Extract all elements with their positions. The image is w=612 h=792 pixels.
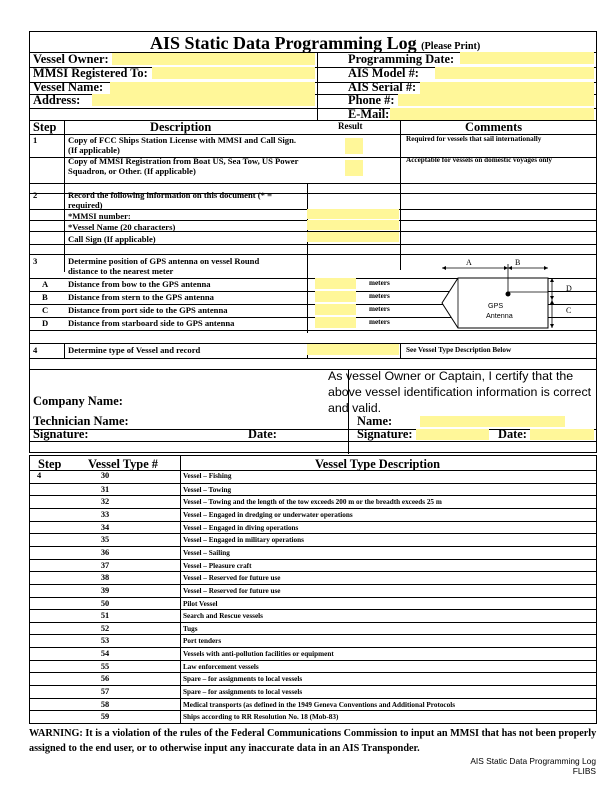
step-column-header: Step xyxy=(33,120,57,134)
vessel-type-description: Vessel – Towing xyxy=(183,485,232,494)
vessel-type-row xyxy=(30,533,596,546)
vessel-owner-label: Vessel Owner: xyxy=(33,52,109,66)
vessel-type-row xyxy=(30,521,596,534)
diagram-label-a: A xyxy=(466,258,472,267)
vessel-type-row xyxy=(30,685,596,698)
company-name-label: Company Name: xyxy=(33,394,123,408)
vessel-type-description: Spare – for assignments to local vessels xyxy=(183,688,303,697)
fcc-warning: WARNING: It is a violation of the rules of the Federal Communications Commission to input an MMSI that has not been properly assigned to the end user, or to otherwise input any inaccurate data in an AIS Transponder. xyxy=(29,728,597,754)
programming-date-field[interactable] xyxy=(460,52,594,64)
phone-label: Phone #: xyxy=(348,93,395,107)
vessel-type-description: Vessel – Engaged in dredging or underwater operations xyxy=(183,510,353,519)
diagram-label-c: C xyxy=(566,306,572,315)
row-a-unit: meters xyxy=(369,279,390,287)
vessel-type-row xyxy=(30,660,596,673)
vessel-type-row xyxy=(30,609,596,622)
vessel-type-number: 34 xyxy=(100,522,110,532)
row-c-letter: C xyxy=(42,305,49,315)
row-d-unit: meters xyxy=(369,318,390,326)
address-label: Address: xyxy=(33,93,81,107)
vessel-type-row xyxy=(30,571,596,584)
vessel-type-number: 38 xyxy=(100,573,110,583)
vessel-owner-field[interactable] xyxy=(112,53,315,65)
row-c-label: Distance from port side to the GPS antenna xyxy=(68,305,228,315)
row-b-letter: B xyxy=(42,292,48,302)
vessel-type-step-header: Step xyxy=(38,457,62,471)
comments-column-header: Comments xyxy=(465,120,523,134)
vessel-type-number: 54 xyxy=(100,649,110,659)
phone-field[interactable] xyxy=(398,94,594,106)
vessel-type-description: Vessel – Sailing xyxy=(183,548,230,557)
vessel-type-number: 31 xyxy=(100,484,110,494)
vessel-type-description: Law enforcement vessels xyxy=(183,662,259,671)
diagram-label-d: D xyxy=(566,284,572,293)
step-4-number: 4 xyxy=(33,345,38,355)
mmsi-number-field[interactable] xyxy=(307,209,399,219)
vessel-type-description: Vessel – Engaged in diving operations xyxy=(183,523,299,532)
step-1-fcc-comment: Required for vessels that sail internationally xyxy=(406,135,542,143)
row-a-label: Distance from bow to the GPS antenna xyxy=(68,279,211,289)
footer xyxy=(470,756,596,776)
email-label: E-Mail: xyxy=(348,107,390,121)
vessel-type-description: Vessel – Pleasure craft xyxy=(183,561,252,570)
vessel-name-20-field[interactable] xyxy=(307,220,399,230)
certify-signature-label: Signature: xyxy=(357,427,413,441)
vessel-type-number: 51 xyxy=(100,611,110,621)
signature-label: Signature: xyxy=(33,427,89,441)
vessel-type-row xyxy=(30,584,596,597)
page-title: AIS Static Data Programming Log (Please Print) xyxy=(150,33,481,53)
vessel-type-description: Vessel – Reserved for future use xyxy=(183,586,281,595)
vessel-type-description: Ships according to RR Resolution No. 18 (Mob-83) xyxy=(183,713,339,722)
vessel-type-number: 37 xyxy=(100,560,110,570)
vessel-type-number: 39 xyxy=(100,585,110,595)
row-c-unit: meters xyxy=(369,305,390,313)
vessel-type-number: 57 xyxy=(100,687,110,697)
row-d-label: Distance from starboard side to GPS antenna xyxy=(68,318,235,328)
vessel-type-description-header: Vessel Type Description xyxy=(315,457,441,471)
certify-date-field[interactable] xyxy=(530,429,594,440)
step-4-label: Determine type of Vessel and record xyxy=(68,345,201,355)
row-b-field[interactable] xyxy=(315,291,356,302)
row-b-label: Distance from stern to the GPS antenna xyxy=(68,292,214,302)
step-1-number: 1 xyxy=(33,135,38,145)
vessel-type-number: 50 xyxy=(100,598,110,608)
certify-date-label: Date: xyxy=(498,427,527,441)
vessel-type-table xyxy=(29,455,597,724)
step-1-fcc-license: Copy of FCC Ships Station License with MMSI and Call Sign. (If applicable) xyxy=(68,135,297,156)
vessel-name-20-label: *Vessel Name (20 characters) xyxy=(68,222,176,232)
vessel-type-number: 36 xyxy=(100,547,110,557)
vessel-type-number: 30 xyxy=(100,471,110,480)
result-column-header: Result xyxy=(338,121,363,131)
vessel-type-row xyxy=(30,597,596,610)
call-sign-label: Call Sign (If applicable) xyxy=(68,234,156,244)
row-a-field[interactable] xyxy=(315,278,356,289)
step-3-intro: Determine position of GPS antenna on vessel Round distance to the nearest meter xyxy=(68,256,260,277)
vessel-type-row xyxy=(30,546,596,559)
vessel-type-row xyxy=(30,495,596,508)
ais-serial-field[interactable] xyxy=(420,82,594,94)
certify-signature-field[interactable] xyxy=(416,429,489,440)
technician-name-label: Technician Name: xyxy=(33,414,129,428)
row-a-letter: A xyxy=(42,279,49,289)
row-c-field[interactable] xyxy=(315,304,356,315)
vessel-type-description: Medical transports (as defined in the 1949 Geneva Conventions and Additional Protocols xyxy=(183,700,456,709)
step-1-mmsi-result-box[interactable] xyxy=(345,160,363,176)
diagram-label-b: B xyxy=(515,258,521,267)
row-b-unit: meters xyxy=(369,292,390,300)
vessel-type-row xyxy=(30,710,596,723)
footer-title: AIS Static Data Programming Log xyxy=(470,756,596,766)
vessel-type-number: 32 xyxy=(100,497,110,507)
vessel-type-description: Vessel – Towing and the length of the tow exceeds 200 m or the breadth exceeds 25 m xyxy=(183,498,442,507)
vessel-type-description: Vessel – Fishing xyxy=(183,472,232,480)
row-d-letter: D xyxy=(42,318,49,328)
vessel-type-row xyxy=(30,508,596,521)
certification-statement: As vessel Owner or Captain, I certify that the above vessel identification information is correct and valid. xyxy=(328,369,592,415)
vessel-type-row xyxy=(30,483,596,496)
vessel-type-row xyxy=(30,634,596,647)
vessel-type-description: Search and Rescue vessels xyxy=(183,612,263,621)
step-1-fcc-result-box[interactable] xyxy=(345,138,363,154)
diagram-label-antenna: Antenna xyxy=(486,311,513,320)
vessel-type-number: 55 xyxy=(100,661,110,671)
vessel-type-number: 58 xyxy=(100,699,110,709)
vessel-type-number-header: Vessel Type # xyxy=(88,457,158,471)
vessel-type-description: Tugs xyxy=(183,624,198,633)
step-2-number: 2 xyxy=(33,190,38,200)
step-2-intro: Record the following information on this document (* = required) xyxy=(68,190,272,211)
vessel-type-row xyxy=(30,672,596,685)
vessel-type-number: 59 xyxy=(100,712,110,722)
vessel-type-row xyxy=(30,647,596,660)
vessel-type-number: 33 xyxy=(100,509,110,519)
step-1-mmsi-registration: Copy of MMSI Registration from Boat US, Sea Tow, US Power Squadron, or Other. (If applicable) xyxy=(68,156,299,177)
step-3-number: 3 xyxy=(33,256,38,266)
vessel-type-number: 52 xyxy=(100,623,110,633)
certify-name-field[interactable] xyxy=(420,416,565,427)
diagram-label-gps: GPS xyxy=(488,301,504,310)
vessel-type-row xyxy=(30,470,596,483)
ais-serial-label: AIS Serial #: xyxy=(348,80,417,94)
call-sign-field[interactable] xyxy=(307,232,399,242)
description-column-header: Description xyxy=(150,120,212,134)
vessel-type-description: Vessels with anti-pollution facilities or equipment xyxy=(183,650,334,659)
ais-model-label: AIS Model #: xyxy=(348,66,419,80)
date-label: Date: xyxy=(248,427,277,441)
footer-org: FLIBS xyxy=(572,766,596,776)
vessel-type-row xyxy=(30,559,596,572)
vessel-type-description: Vessel – Engaged in military operations xyxy=(183,536,304,545)
vessel-type-rows xyxy=(30,470,596,723)
step-4-comment: See Vessel Type Description Below xyxy=(406,346,512,354)
mmsi-registered-to-label: MMSI Registered To: xyxy=(33,66,148,80)
vessel-type-field[interactable] xyxy=(307,344,399,355)
vessel-type-description: Port tenders xyxy=(183,637,222,646)
vessel-name-field[interactable] xyxy=(110,82,315,94)
vessel-type-row xyxy=(30,622,596,635)
row-d-field[interactable] xyxy=(315,317,356,328)
vessel-type-description: Spare – for assignments to local vessels xyxy=(183,675,303,684)
vessel-type-number: 56 xyxy=(100,674,110,684)
address-field[interactable] xyxy=(92,94,315,106)
gps-antenna-diagram xyxy=(436,256,594,332)
vessel-type-row xyxy=(30,698,596,711)
vessel-type-number: 53 xyxy=(100,636,110,646)
vessel-type-step-number: 4 xyxy=(37,471,42,480)
certify-name-label: Name: xyxy=(357,414,393,428)
vessel-type-number: 35 xyxy=(100,535,110,545)
programming-date-label: Programming Date: xyxy=(348,52,455,66)
mmsi-number-label: *MMSI number: xyxy=(68,211,131,221)
email-field[interactable] xyxy=(390,108,594,120)
step-1-mmsi-comment: Acceptable for vessels on domestic voyages only xyxy=(406,156,552,164)
vessel-type-description: Pilot Vessel xyxy=(183,599,218,608)
vessel-type-description: Vessel – Reserved for future use xyxy=(183,574,281,583)
vessel-name-label: Vessel Name: xyxy=(33,80,104,94)
ais-model-field[interactable] xyxy=(435,67,594,79)
mmsi-registered-to-field[interactable] xyxy=(152,67,315,79)
